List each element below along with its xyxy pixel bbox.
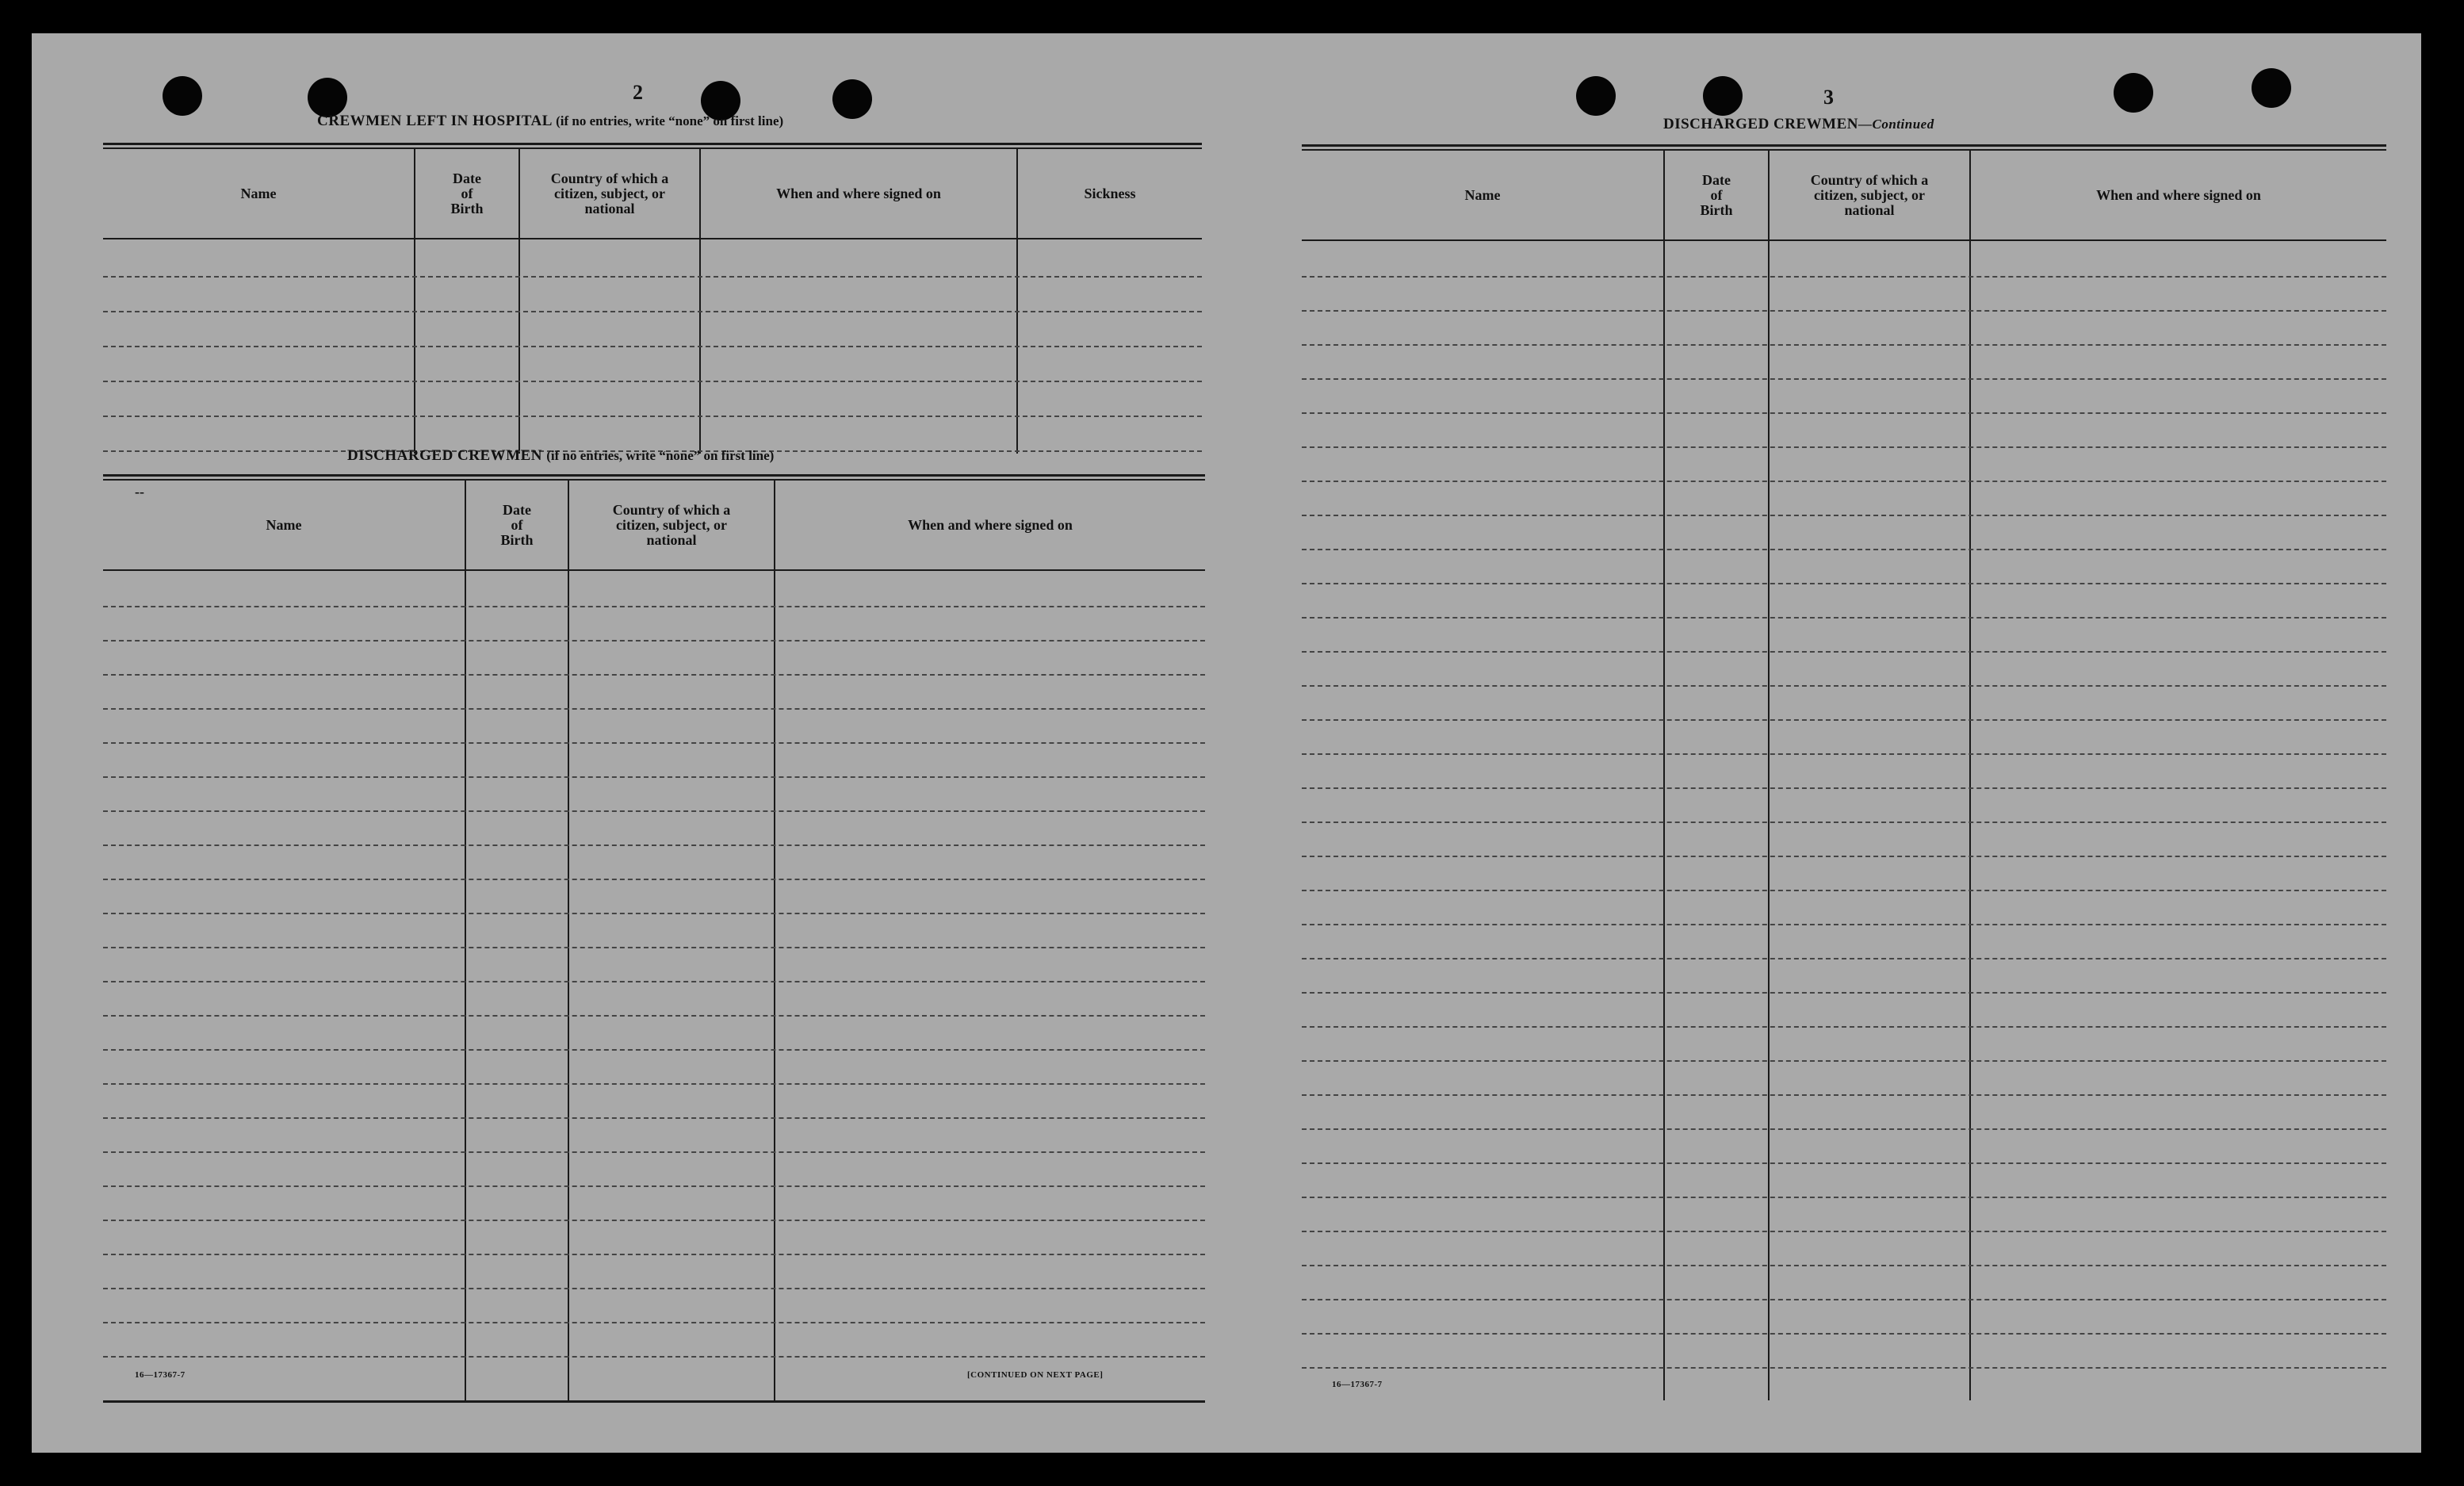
- column-divider: [774, 481, 775, 1402]
- table-row: [103, 1117, 1205, 1119]
- column-header-date-of-birth: Date of Birth: [450, 170, 484, 216]
- table-row: [1302, 1060, 2386, 1062]
- table-row: [1302, 958, 2386, 959]
- table-row: [103, 416, 1202, 417]
- table-row: [1302, 719, 2386, 721]
- table-row: [1302, 276, 2386, 278]
- discharged-continued-table: [1302, 144, 2386, 1400]
- discharged-continued-title: [1663, 116, 1934, 133]
- table-row: [1302, 1128, 2386, 1130]
- column-divider: [1768, 151, 1770, 1400]
- table-row: [1302, 992, 2386, 994]
- table-row: [1302, 1367, 2386, 1369]
- table-row: [1302, 1094, 2386, 1096]
- table-row: [1302, 412, 2386, 414]
- table-row: [1302, 685, 2386, 687]
- column-header-country: Country of which a citizen, subject, or national: [550, 170, 669, 216]
- column-header-date-of-birth: Date of Birth: [500, 501, 534, 548]
- hospital-title-text: CREWMEN LEFT IN HOSPITAL: [317, 113, 552, 129]
- table-row: [1302, 1231, 2386, 1232]
- table-rule: [103, 238, 1202, 239]
- table-row: [1302, 924, 2386, 925]
- table-row: [103, 1322, 1205, 1323]
- column-divider: [1969, 151, 1971, 1400]
- punch-hole: [832, 79, 872, 119]
- discharged-continued-title-text: DISCHARGED CREWMEN: [1663, 116, 1858, 132]
- page-number: 2: [633, 81, 643, 104]
- table-row: [1302, 1299, 2386, 1300]
- margin-mark: --: [135, 484, 144, 500]
- table-row: [1302, 1026, 2386, 1028]
- table-row: [103, 1083, 1205, 1085]
- column-divider: [568, 481, 569, 1402]
- column-header-country: Country of which a citizen, subject, or national: [612, 501, 731, 548]
- table-row: [1302, 1197, 2386, 1198]
- punch-hole: [308, 78, 347, 117]
- table-row: [103, 913, 1205, 914]
- column-header-country: Country of which a citizen, subject, or national: [1810, 171, 1929, 218]
- table-row: [103, 381, 1202, 382]
- table-rule: [103, 569, 1205, 571]
- table-row: [103, 1015, 1205, 1017]
- table-row: [1302, 1162, 2386, 1164]
- column-divider: [465, 481, 466, 1402]
- table-row: [103, 947, 1205, 948]
- left-page: [32, 33, 1243, 1453]
- column-header-date-of-birth: Date of Birth: [1700, 171, 1733, 218]
- table-rule: [1302, 144, 2386, 147]
- column-header-signed-on: When and where signed on: [2096, 186, 2261, 203]
- table-rule: [1302, 239, 2386, 241]
- table-row: [1302, 378, 2386, 380]
- table-row: [103, 346, 1202, 347]
- table-row: [103, 844, 1205, 846]
- form-number: 16—17367-7: [1332, 1380, 1383, 1389]
- table-row: [1302, 1265, 2386, 1266]
- discharged-table: [103, 474, 1205, 1402]
- table-row: [103, 708, 1205, 710]
- table-row: [103, 981, 1205, 982]
- table-row: [1302, 822, 2386, 823]
- hospital-table: [103, 143, 1202, 454]
- column-header-sickness: Sickness: [1084, 185, 1136, 201]
- table-row: [103, 1220, 1205, 1221]
- table-row: [1302, 1333, 2386, 1335]
- table-row: [1302, 481, 2386, 482]
- table-row: [1302, 310, 2386, 312]
- table-row: [1302, 787, 2386, 789]
- column-header-name: Name: [1464, 186, 1501, 203]
- page-number: 3: [1823, 86, 1834, 109]
- table-row: [103, 674, 1205, 676]
- column-header-signed-on: When and where signed on: [908, 516, 1073, 533]
- table-row: [1302, 446, 2386, 448]
- table-row: [103, 1151, 1205, 1153]
- hospital-title-note: (if no entries, write “none” on first line): [556, 113, 784, 128]
- table-rule: [103, 1400, 1205, 1403]
- table-rule: [103, 474, 1205, 477]
- table-row: [103, 1185, 1205, 1187]
- table-row: [103, 311, 1202, 312]
- punch-hole: [1703, 76, 1743, 116]
- column-header-signed-on: When and where signed on: [776, 185, 941, 201]
- discharged-title-text: DISCHARGED CREWMEN: [347, 447, 542, 464]
- hospital-section-title: [317, 113, 783, 130]
- punch-hole: [1576, 76, 1616, 116]
- punch-hole: [163, 76, 202, 116]
- table-row: [103, 776, 1205, 778]
- punch-hole: [2252, 68, 2291, 108]
- column-header-name: Name: [266, 516, 302, 533]
- table-row: [103, 879, 1205, 880]
- table-row: [103, 742, 1205, 744]
- table-row: [103, 276, 1202, 278]
- table-row: [103, 810, 1205, 812]
- right-page: [1243, 33, 2421, 1453]
- table-row: [1302, 549, 2386, 550]
- column-header-name: Name: [240, 185, 277, 201]
- table-row: [1302, 617, 2386, 619]
- table-row: [1302, 856, 2386, 857]
- continued-note: [CONTINUED ON NEXT PAGE]: [967, 1370, 1104, 1380]
- table-rule: [103, 143, 1202, 145]
- table-row: [1302, 515, 2386, 516]
- discharged-section-title: [347, 447, 774, 465]
- table-row: [103, 640, 1205, 642]
- table-row: [103, 1254, 1205, 1255]
- punch-hole: [2114, 73, 2153, 113]
- continued-suffix: —Continued: [1858, 117, 1934, 132]
- table-row: [103, 1356, 1205, 1358]
- table-row: [103, 1049, 1205, 1051]
- table-row: [103, 606, 1205, 607]
- form-number: 16—17367-7: [135, 1370, 186, 1380]
- table-row: [1302, 344, 2386, 346]
- column-divider: [1663, 151, 1665, 1400]
- table-row: [1302, 890, 2386, 891]
- table-row: [103, 1288, 1205, 1289]
- table-row: [1302, 651, 2386, 653]
- table-row: [1302, 753, 2386, 755]
- table-row: [1302, 583, 2386, 584]
- discharged-title-note: (if no entries, write “none” on first line): [546, 448, 775, 463]
